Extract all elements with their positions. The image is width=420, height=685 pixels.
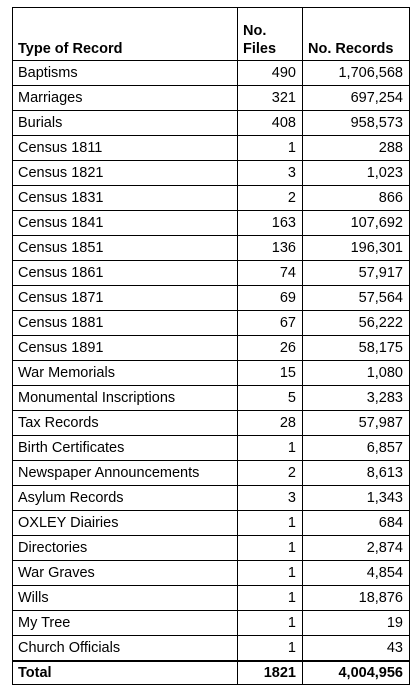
file-count-cell: 69: [238, 286, 303, 311]
file-count-cell: 3: [238, 161, 303, 186]
file-count-cell: 15: [238, 361, 303, 386]
record-type-cell: Marriages: [13, 86, 238, 111]
record-count-cell: 57,917: [303, 261, 410, 286]
record-count-cell: 57,564: [303, 286, 410, 311]
file-count-cell: 28: [238, 411, 303, 436]
table-row: [13, 86, 410, 111]
record-type-cell: Census 1861: [13, 261, 238, 286]
record-type-cell: War Graves: [13, 561, 238, 586]
table-row: [13, 486, 410, 511]
record-type-cell: My Tree: [13, 611, 238, 636]
record-count-cell: 6,857: [303, 436, 410, 461]
record-count-cell: 2,874: [303, 536, 410, 561]
table-row: [13, 136, 410, 161]
record-type-cell: Baptisms: [13, 61, 238, 86]
header-no-files: No. Files: [238, 8, 303, 61]
table-header: [13, 8, 410, 61]
record-type-cell: Asylum Records: [13, 486, 238, 511]
record-type-cell: Directories: [13, 536, 238, 561]
file-count-cell: 1: [238, 586, 303, 611]
record-count-cell: 57,987: [303, 411, 410, 436]
header-type-of-record: Type of Record: [13, 8, 238, 61]
record-type-cell: Census 1891: [13, 336, 238, 361]
table-row: [13, 361, 410, 386]
file-count-cell: 1: [238, 536, 303, 561]
header-row: [13, 8, 410, 61]
file-count-cell: 2: [238, 461, 303, 486]
table-row: [13, 111, 410, 136]
file-count-cell: 2: [238, 186, 303, 211]
table-row: [13, 336, 410, 361]
file-count-cell: 321: [238, 86, 303, 111]
table-row: [13, 536, 410, 561]
record-count-cell: 3,283: [303, 386, 410, 411]
file-count-cell: 136: [238, 236, 303, 261]
file-count-cell: 490: [238, 61, 303, 86]
record-count-cell: 107,692: [303, 211, 410, 236]
file-count-cell: 1: [238, 136, 303, 161]
record-count-cell: 958,573: [303, 111, 410, 136]
file-count-cell: 26: [238, 336, 303, 361]
record-count-cell: 1,023: [303, 161, 410, 186]
file-count-cell: 163: [238, 211, 303, 236]
table-row: [13, 461, 410, 486]
total-label: Total: [13, 661, 238, 685]
table-row: [13, 386, 410, 411]
record-count-cell: 684: [303, 511, 410, 536]
record-type-cell: Census 1881: [13, 311, 238, 336]
table-row: [13, 611, 410, 636]
record-type-cell: Census 1851: [13, 236, 238, 261]
record-count-cell: 19: [303, 611, 410, 636]
total-records: 4,004,956: [303, 661, 410, 685]
record-count-cell: 1,343: [303, 486, 410, 511]
file-count-cell: 1: [238, 436, 303, 461]
table-row: [13, 411, 410, 436]
record-type-cell: Census 1871: [13, 286, 238, 311]
record-type-cell: Burials: [13, 111, 238, 136]
file-count-cell: 3: [238, 486, 303, 511]
table-row: [13, 561, 410, 586]
file-count-cell: 74: [238, 261, 303, 286]
table-row: [13, 211, 410, 236]
records-table: [12, 7, 410, 685]
record-type-cell: War Memorials: [13, 361, 238, 386]
file-count-cell: 1: [238, 511, 303, 536]
record-type-cell: Tax Records: [13, 411, 238, 436]
record-count-cell: 18,876: [303, 586, 410, 611]
file-count-cell: 67: [238, 311, 303, 336]
file-count-cell: 408: [238, 111, 303, 136]
record-count-cell: 43: [303, 636, 410, 662]
record-type-cell: Church Officials: [13, 636, 238, 662]
table-row: [13, 436, 410, 461]
table-row: [13, 286, 410, 311]
record-count-cell: 697,254: [303, 86, 410, 111]
record-count-cell: 1,706,568: [303, 61, 410, 86]
record-count-cell: 8,613: [303, 461, 410, 486]
record-type-cell: Census 1821: [13, 161, 238, 186]
record-type-cell: Census 1811: [13, 136, 238, 161]
file-count-cell: 1: [238, 636, 303, 662]
record-count-cell: 196,301: [303, 236, 410, 261]
total-files: 1821: [238, 661, 303, 685]
table-row: [13, 261, 410, 286]
table-row: [13, 236, 410, 261]
record-type-cell: Wills: [13, 586, 238, 611]
file-count-cell: 1: [238, 611, 303, 636]
record-type-cell: Census 1831: [13, 186, 238, 211]
record-count-cell: 1,080: [303, 361, 410, 386]
table-body: [13, 61, 410, 662]
table-row: [13, 636, 410, 662]
record-type-cell: Census 1841: [13, 211, 238, 236]
table-footer: [13, 661, 410, 685]
table-row: [13, 311, 410, 336]
header-no-records: No. Records: [303, 8, 410, 61]
record-type-cell: Birth Certificates: [13, 436, 238, 461]
total-row: [13, 661, 410, 685]
table-row: [13, 161, 410, 186]
table-row: [13, 186, 410, 211]
record-type-cell: Newspaper Announcements: [13, 461, 238, 486]
record-count-cell: 58,175: [303, 336, 410, 361]
record-type-cell: Monumental Inscriptions: [13, 386, 238, 411]
file-count-cell: 1: [238, 561, 303, 586]
record-count-cell: 288: [303, 136, 410, 161]
table-row: [13, 61, 410, 86]
record-count-cell: 866: [303, 186, 410, 211]
record-count-cell: 56,222: [303, 311, 410, 336]
record-type-cell: OXLEY Diairies: [13, 511, 238, 536]
file-count-cell: 5: [238, 386, 303, 411]
table-row: [13, 511, 410, 536]
table-row: [13, 586, 410, 611]
record-count-cell: 4,854: [303, 561, 410, 586]
